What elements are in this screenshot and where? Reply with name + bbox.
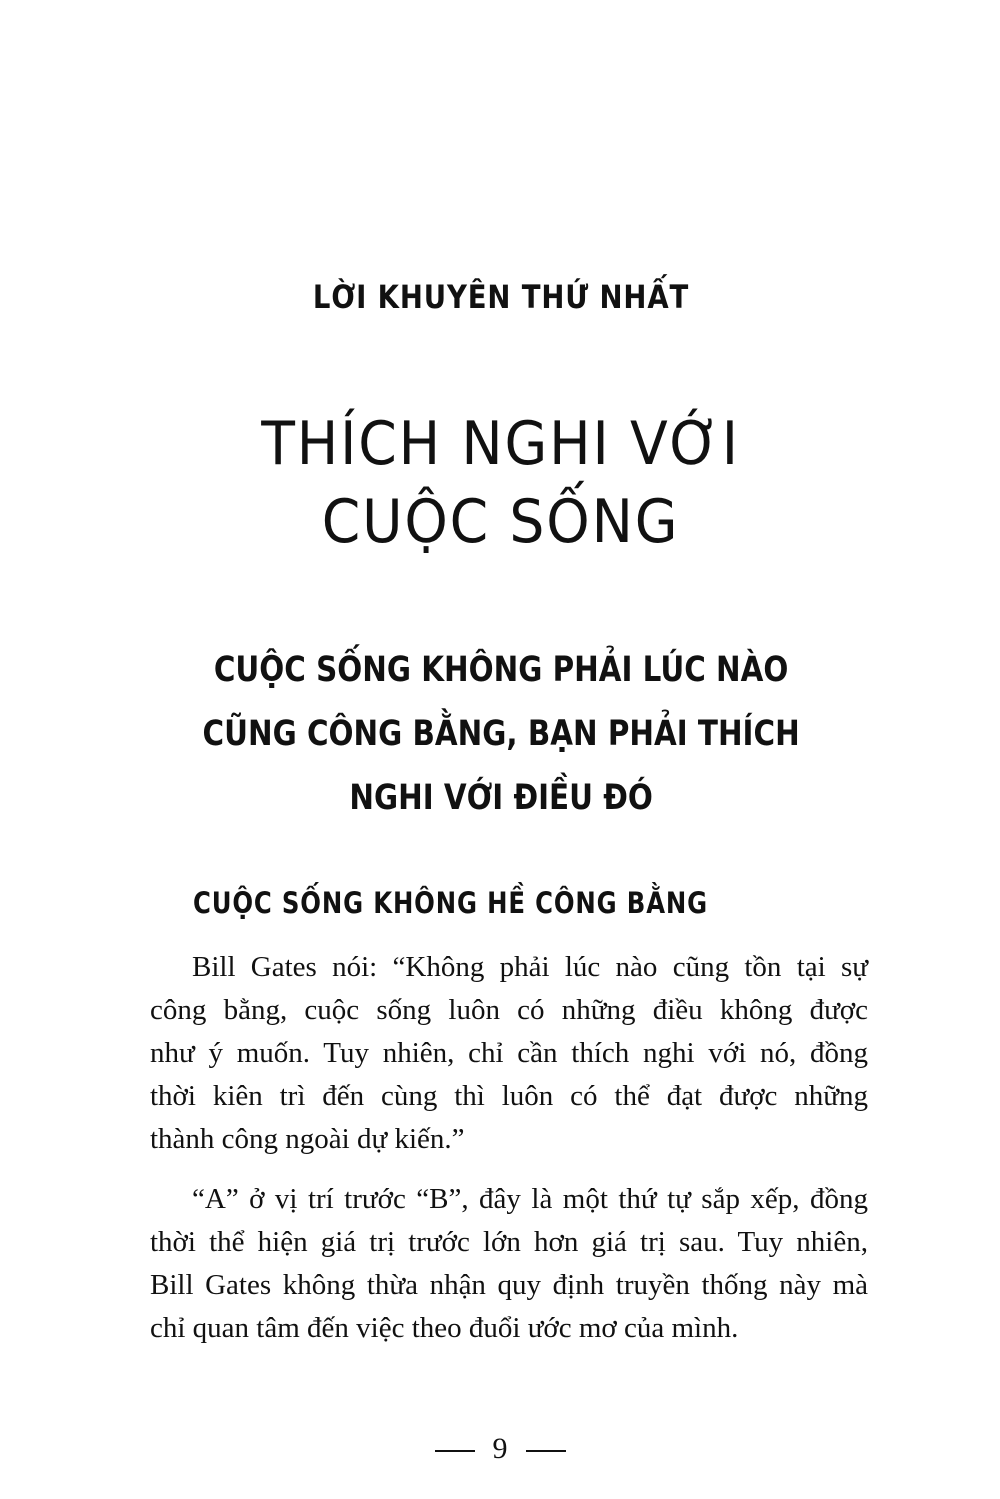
section-heading — [0, 638, 1000, 830]
chapter-title-line-1: THÍCH NGHI VỚI — [261, 409, 740, 479]
paragraph-1-line: Bill Gates nói: “Không phải lúc nào cũng tồn tại sự — [192, 951, 868, 983]
paragraph-1 — [150, 946, 868, 1161]
advice-label: LỜI KHUYÊN THỨ NHẤT — [312, 278, 690, 316]
paragraph-1-line: như ý muốn. Tuy nhiên, chỉ cần thích nghi với nó, đồng — [150, 1037, 868, 1069]
dash-right — [526, 1450, 566, 1452]
chapter-title — [0, 405, 1000, 561]
paragraph-1-line: thành công ngoài dự kiến.” — [150, 1123, 465, 1155]
paragraph-2-line: “A” ở vị trí trước “B”, đây là một thứ tự sắp xếp, đồng — [192, 1183, 868, 1215]
paragraph-2-line: thời thể hiện giá trị trước lớn hơn giá trị sau. Tuy nhiên, — [150, 1226, 868, 1258]
chapter-title-line-2: CUỘC SỐNG — [321, 487, 680, 557]
dash-left — [435, 1450, 475, 1452]
paragraph-2 — [150, 1178, 868, 1350]
section-heading-line-1: CUỘC SỐNG KHÔNG PHẢI LÚC NÀO — [213, 650, 789, 690]
sub-heading: CUỘC SỐNG KHÔNG HỀ CÔNG BẰNG — [193, 886, 708, 920]
page-number: 9 — [492, 1432, 508, 1465]
paragraph-1-line: công bằng, cuộc sống luôn có những điều không được — [150, 994, 868, 1026]
paragraph-2-line: Bill Gates không thừa nhận quy định truyền thống này mà — [150, 1269, 868, 1301]
section-heading-line-3: NGHI VỚI ĐIỀU ĐÓ — [349, 778, 653, 818]
paragraph-2-line: chỉ quan tâm đến việc theo đuổi ước mơ của mình. — [150, 1312, 739, 1344]
paragraph-1-line: thời kiên trì đến cùng thì luôn có thể đạt được những — [150, 1080, 868, 1112]
page-footer — [0, 1432, 1000, 1466]
section-heading-line-2: CŨNG CÔNG BẰNG, BẠN PHẢI THÍCH — [202, 714, 800, 754]
